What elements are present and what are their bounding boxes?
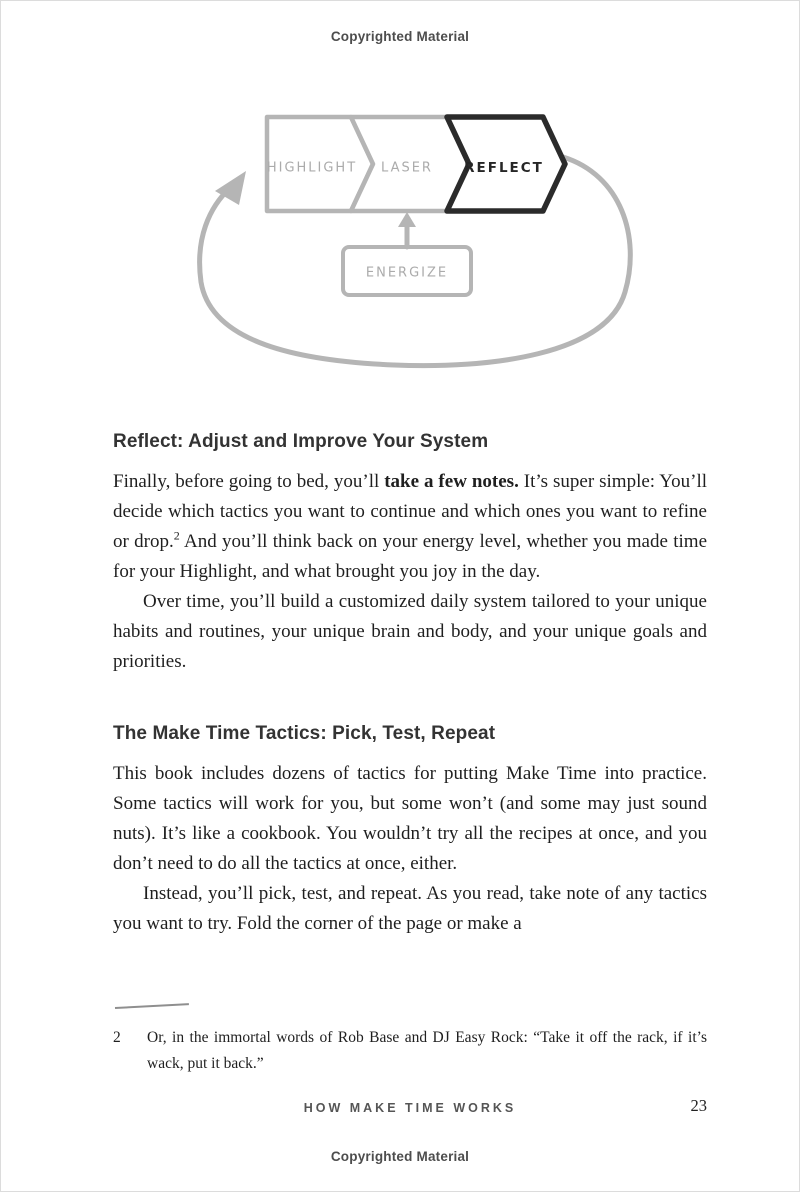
footnote-number: 2 (113, 1029, 121, 1046)
tactics-paragraph-1: This book includes dozens of tactics for putting Make Time into practice. Some tactics will work for you, but some won’t (and some may just sound nuts). It’s like a cookbook. You wouldn’t try all the recipes at once, and you don’t need to do all the tactics at once, either. (113, 763, 707, 874)
footnote-text: Or, in the immortal words of Rob Base and DJ Easy Rock: “Take it off the rack, if it’s wack, put it back.” (147, 1029, 707, 1072)
step-reflect-label: REFLECT (464, 160, 544, 176)
step-highlight-label: HIGHLIGHT (266, 160, 358, 176)
reflect-paragraph-1 (113, 467, 707, 587)
copyrighted-material-top: Copyrighted Material (330, 29, 470, 44)
energize-arrowhead (398, 212, 416, 227)
running-title: HOW MAKE TIME WORKS (303, 1101, 517, 1115)
text-run: And you’ll think back on your energy level, whether you made time for your Highlight, and what brought you joy in the day. (113, 531, 707, 582)
page-number: 23 (690, 1096, 707, 1115)
copyrighted-material-bottom: Copyrighted Material (330, 1149, 470, 1164)
diagram-canvas (149, 97, 669, 397)
footnote (113, 1025, 707, 1077)
text-run: It’s super simple: You’ll decide which tactics you want to continue and which ones you want to refine or drop. (113, 471, 708, 552)
text-run: Finally, before going to bed, you’ll (113, 471, 385, 492)
footnote-area (113, 1007, 707, 1077)
tactics-paragraph-2: Instead, you’ll pick, test, and repeat. As you read, take note of any tactics you want to try. Fold the corner of the page or make a (113, 883, 707, 934)
section-heading-tactics: The Make Time Tactics: Pick, Test, Repeat (113, 723, 496, 744)
make-time-diagram (149, 97, 669, 397)
step-laser-label: LASER (381, 160, 433, 176)
energize-label: ENERGIZE (365, 265, 449, 281)
page-body (113, 431, 707, 939)
reflect-paragraph-2: Over time, you’ll build a customized daily system tailored to your unique habits and routines, your unique brain and body, and your unique goals and priorities. (113, 591, 707, 672)
page-footer (113, 1096, 707, 1117)
section-heading-reflect: Reflect: Adjust and Improve Your System (113, 431, 489, 452)
footnote-reference: 2 (173, 528, 180, 543)
bold-text-run: take a few notes. (384, 471, 519, 492)
footnote-divider (115, 1003, 189, 1009)
